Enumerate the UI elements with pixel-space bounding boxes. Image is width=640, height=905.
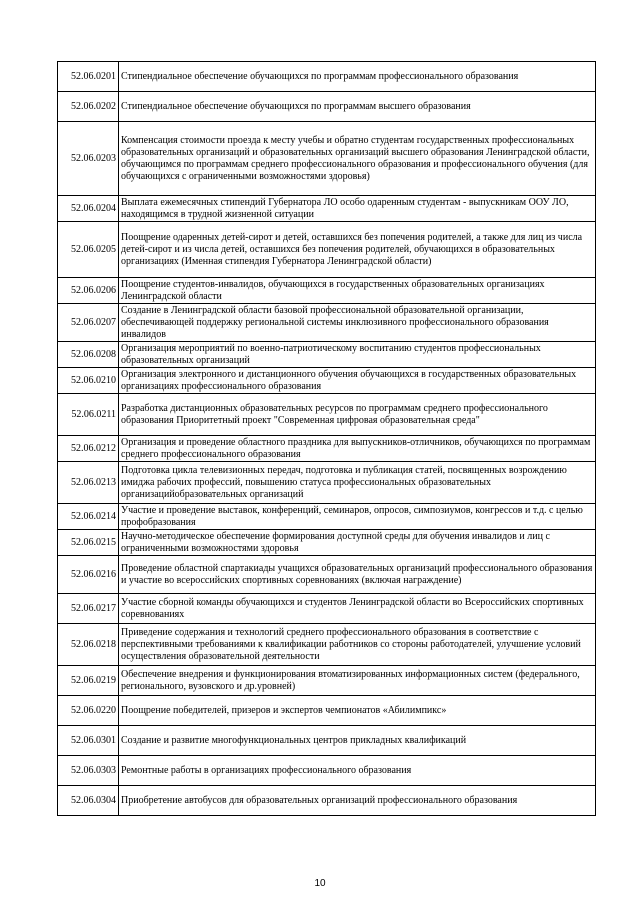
row-code: 52.06.0203 bbox=[58, 122, 119, 196]
table-row bbox=[58, 368, 596, 394]
row-code: 52.06.0213 bbox=[58, 462, 119, 504]
table-row bbox=[58, 436, 596, 462]
table-row bbox=[58, 504, 596, 530]
row-description: Поощрение студентов-инвалидов, обучающихся в государственных образовательных организациях Ленинградской области bbox=[119, 278, 596, 304]
table-row bbox=[58, 530, 596, 556]
row-description: Организация электронного и дистанционного обучения обучающихся в государственных образовательных организациях профессионального образования bbox=[119, 368, 596, 394]
table-row bbox=[58, 756, 596, 786]
row-description: Подготовка цикла телевизионных передач, подготовка и публикация статей, посвященных возрождению имиджа рабочих профессий, повышению статуса профессиональных образовательных организацийобразовательных организаций bbox=[119, 462, 596, 504]
row-code: 52.06.0301 bbox=[58, 726, 119, 756]
table-body bbox=[58, 62, 596, 816]
row-code: 52.06.0219 bbox=[58, 666, 119, 696]
row-code: 52.06.0206 bbox=[58, 278, 119, 304]
row-code: 52.06.0303 bbox=[58, 756, 119, 786]
row-code: 52.06.0212 bbox=[58, 436, 119, 462]
row-description: Компенсация стоимости проезда к месту учебы и обратно студентам государственных профессиональных образовательных организаций и образовательных организаций высшего образования Ленинградской области, обучающимся по программам среднего профессионального образования и профессионального обучения (для обучающихся с ограниченными возможностями здоровья) bbox=[119, 122, 596, 196]
row-description: Стипендиальное обеспечение обучающихся по программам профессионального образования bbox=[119, 62, 596, 92]
row-description: Научно-методическое обеспечение формирования доступной среды для обучения инвалидов и лиц с ограниченными возможностями здоровья bbox=[119, 530, 596, 556]
row-description: Создание в Ленинградской области базовой профессиональной образовательной организации, обеспечивающей поддержку региональной системы инклюзивного профессионального образования инвалидов bbox=[119, 304, 596, 342]
row-description: Выплата ежемесячных стипендий Губернатора ЛО особо одаренным студентам - выпускникам ООУ ЛО, находящимся в трудной жизненной ситуации bbox=[119, 196, 596, 222]
row-code: 52.06.0211 bbox=[58, 394, 119, 436]
row-code: 52.06.0204 bbox=[58, 196, 119, 222]
row-description: Ремонтные работы в организациях профессионального образования bbox=[119, 756, 596, 786]
row-code: 52.06.0217 bbox=[58, 594, 119, 624]
row-description: Участие и проведение выставок, конференций, семинаров, опросов, симпозиумов, конгрессов и т.д. с целью профобразования bbox=[119, 504, 596, 530]
table-row bbox=[58, 666, 596, 696]
row-description: Приведение содержания и технологий среднего профессионального образования в соответствие с перспективными требованиями к квалификации работников со стороны работодателей, улучшение условий осуществления образовательной деятельности bbox=[119, 624, 596, 666]
row-code: 52.06.0215 bbox=[58, 530, 119, 556]
row-description: Проведение областной спартакиады учащихся образовательных организаций профессионального образования и участие во всероссийских спортивных соревнованиях (включая награждение) bbox=[119, 556, 596, 594]
row-code: 52.06.0218 bbox=[58, 624, 119, 666]
row-code: 52.06.0207 bbox=[58, 304, 119, 342]
page-number: 10 bbox=[314, 878, 326, 889]
row-code: 52.06.0201 bbox=[58, 62, 119, 92]
table-row bbox=[58, 62, 596, 92]
row-description: Стипендиальное обеспечение обучающихся по программам высшего образования bbox=[119, 92, 596, 122]
row-description: Обеспечение внедрения и функционирования втоматизированных информационных систем (федерального, регионального, вузовского и др.уровней) bbox=[119, 666, 596, 696]
table-row bbox=[58, 222, 596, 278]
row-code: 52.06.0202 bbox=[58, 92, 119, 122]
table-row bbox=[58, 696, 596, 726]
row-description: Организация мероприятий по военно-патриотическому воспитанию студентов профессиональных образовательных организаций bbox=[119, 342, 596, 368]
row-description: Создание и развитие многофункциональных центров прикладных квалификаций bbox=[119, 726, 596, 756]
row-code: 52.06.0220 bbox=[58, 696, 119, 726]
table-row bbox=[58, 594, 596, 624]
row-code: 52.06.0205 bbox=[58, 222, 119, 278]
table-row bbox=[58, 122, 596, 196]
row-code: 52.06.0304 bbox=[58, 786, 119, 816]
row-code: 52.06.0208 bbox=[58, 342, 119, 368]
row-description: Поощрение одаренных детей-сирот и детей, оставшихся без попечения родителей, а также для лиц из числа детей-сирот и из числа детей, оставшихся без попечения родителей, обучающихся в образовательных организациях (Именная стипендия Губернатора Ленинградской области) bbox=[119, 222, 596, 278]
table-row bbox=[58, 92, 596, 122]
row-code: 52.06.0210 bbox=[58, 368, 119, 394]
table-row bbox=[58, 394, 596, 436]
table-row bbox=[58, 556, 596, 594]
table-row bbox=[58, 278, 596, 304]
table-row bbox=[58, 462, 596, 504]
table-row bbox=[58, 342, 596, 368]
row-description: Поощрение победителей, призеров и экспертов чемпионатов «Абилимпикс» bbox=[119, 696, 596, 726]
row-code: 52.06.0216 bbox=[58, 556, 119, 594]
row-description: Разработка дистанционных образовательных ресурсов по программам среднего профессионального образования Приоритетный проект "Современная цифровая образовательная среда" bbox=[119, 394, 596, 436]
table-row bbox=[58, 304, 596, 342]
table-row bbox=[58, 196, 596, 222]
table-row bbox=[58, 786, 596, 816]
row-description: Организация и проведение областного праздника для выпускников-отличников, обучающихся по программам среднего профессионального образования bbox=[119, 436, 596, 462]
row-code: 52.06.0214 bbox=[58, 504, 119, 530]
row-description: Приобретение автобусов для образовательных организаций профессионального образования bbox=[119, 786, 596, 816]
table-row bbox=[58, 624, 596, 666]
budget-code-table bbox=[57, 61, 596, 816]
table-row bbox=[58, 726, 596, 756]
row-description: Участие сборной команды обучающихся и студентов Ленинградской области во Всероссийских спортивных соревнованиях bbox=[119, 594, 596, 624]
